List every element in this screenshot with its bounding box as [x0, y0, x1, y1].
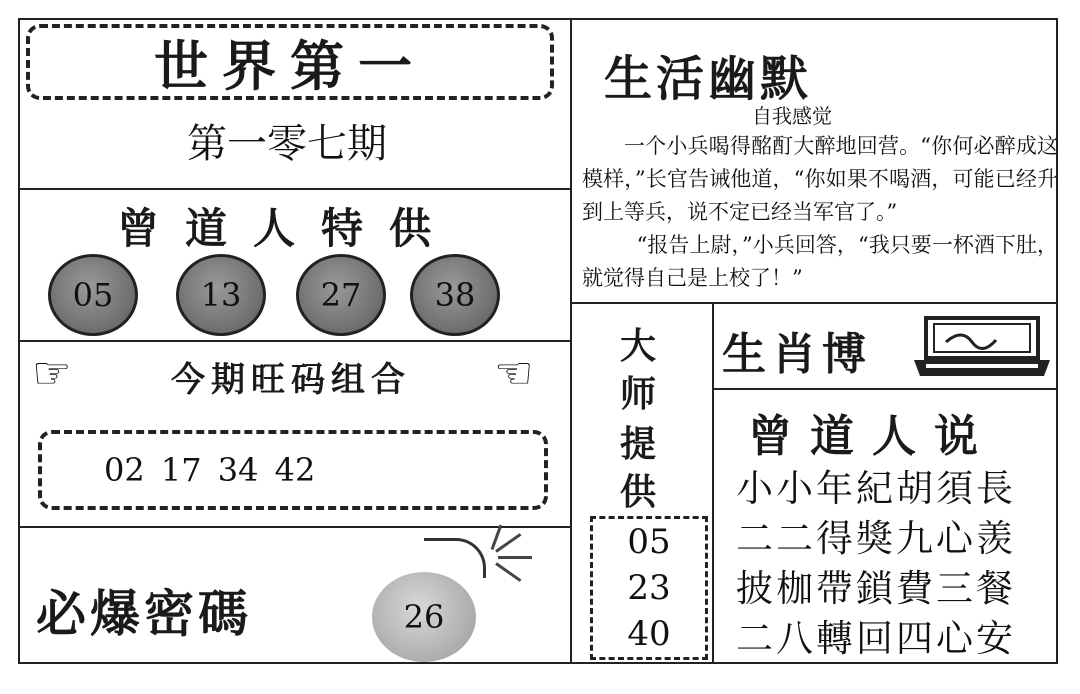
secret-title: 必爆密碼: [36, 585, 252, 643]
humor-paragraph: “报告上尉，”小兵回答，“我只要一杯酒下肚，就觉得自己是上校了！”: [582, 233, 1058, 290]
humor-paragraph: 一个小兵喝得酩酊大醉地回营。“你何必醉成这模样，”长官告诫他道，“你如果不喝酒，可能已经升到上等兵，说不定已经当军官了。”: [582, 134, 1058, 224]
combo-numbers: 02 17 34 42: [104, 451, 316, 489]
dashi-numbers-box: [590, 516, 708, 660]
special-title: 曾道人特供: [116, 204, 457, 253]
dashi-char: 师: [620, 374, 657, 415]
poem-line: 披枷帶鎖費三餐: [736, 567, 1016, 610]
humor-story: [582, 130, 1058, 295]
dashi-char: 提: [620, 424, 657, 465]
bomb-icon: [372, 572, 476, 662]
spark-icon: [498, 556, 532, 559]
dashi-number: 05: [627, 522, 671, 562]
number-ball: [48, 254, 138, 336]
zengdaoren-title: 曾道人说: [748, 411, 996, 462]
issue-number: 第一零七期: [187, 121, 387, 167]
number-ball: [410, 254, 500, 336]
ball-number: 05: [72, 276, 114, 314]
divider: [18, 526, 572, 528]
number-ball: [296, 254, 386, 336]
pointing-hand-icon: ☜: [32, 348, 72, 399]
pointing-hand-icon: ☞: [494, 348, 534, 399]
humor-title: 生活幽默: [604, 51, 813, 107]
humor-subtitle: 自我感觉: [752, 104, 832, 128]
divider: [18, 188, 572, 190]
number-ball: [176, 254, 266, 336]
poem-line: 二八轉回四心安: [736, 617, 1016, 660]
ball-number: 38: [434, 276, 476, 314]
laptop-icon: [912, 316, 1052, 378]
poem: [736, 464, 1016, 664]
divider: [712, 302, 714, 664]
title-box: [26, 24, 554, 100]
poem-line: 小小年紀胡須長: [736, 467, 1016, 510]
divider: [570, 302, 1058, 304]
secret-number: 26: [403, 598, 445, 636]
page-title: 世界第一: [154, 34, 426, 98]
divider: [18, 340, 572, 342]
combo-box: [38, 430, 548, 510]
dashi-char: 大: [620, 326, 657, 367]
ball-number: 13: [200, 276, 242, 314]
dashi-char: 供: [620, 472, 657, 513]
zodiac-title: 生肖博: [722, 329, 872, 380]
dashi-number: 23: [627, 568, 671, 608]
combo-title: 今期旺码组合: [171, 360, 411, 400]
ball-number: 27: [320, 276, 362, 314]
poem-line: 二二得獎九心羡: [736, 517, 1016, 560]
divider: [712, 388, 1058, 390]
dashi-number: 40: [627, 614, 671, 654]
